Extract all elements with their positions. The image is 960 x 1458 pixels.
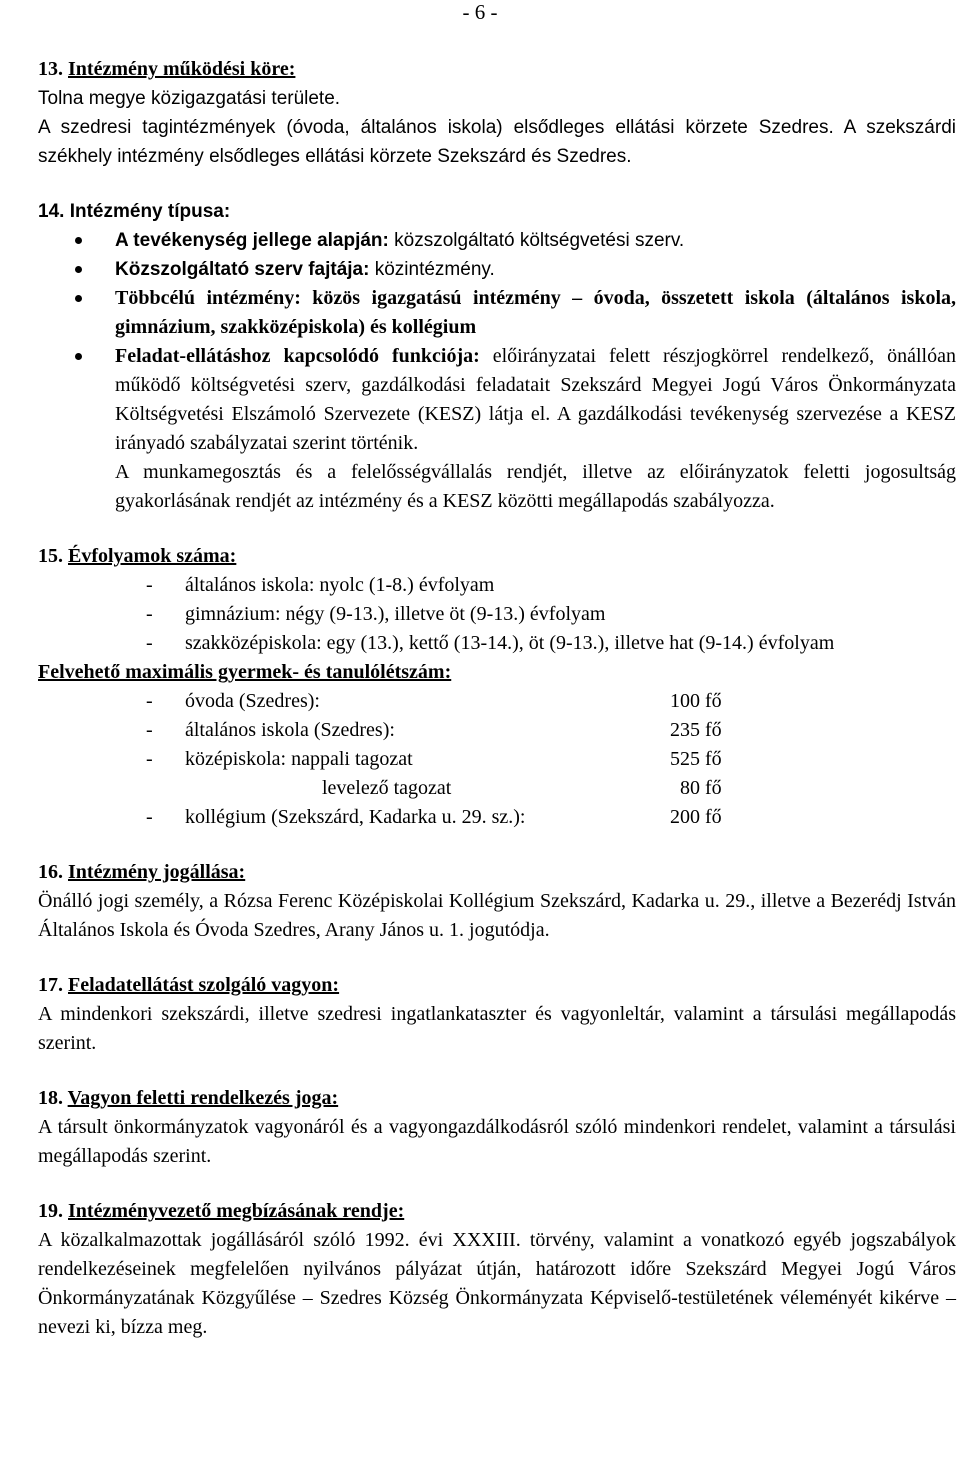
item-text: szakközépiskola: egy (13.), kettő (13-14.), öt (9-13.), illetve hat (9-14.) évfolyam xyxy=(185,632,835,654)
capacity-value: 80 fő xyxy=(680,777,722,799)
capacity-value: 235 fő xyxy=(670,719,722,741)
dash: - xyxy=(146,603,153,625)
dash: - xyxy=(146,632,153,654)
page-number: - 6 - xyxy=(462,0,498,24)
capacity-value: 200 fő xyxy=(670,806,722,828)
capacity-title: Felvehető maximális gyermek- és tanulólétszám: xyxy=(38,661,452,683)
dash: - xyxy=(146,690,153,712)
capacity-row xyxy=(38,687,956,716)
capacity-value: 100 fő xyxy=(670,690,722,712)
section-14 xyxy=(38,197,956,516)
subheading xyxy=(38,658,956,687)
bullet-list xyxy=(38,226,956,516)
capacity-label: kollégium (Szekszárd, Kadarka u. 29. sz.): xyxy=(185,806,526,828)
capacity-label: levelező tagozat xyxy=(322,777,452,799)
capacity-list xyxy=(38,687,956,832)
section-heading xyxy=(38,1084,956,1113)
list-item xyxy=(38,571,956,600)
section-number: 16. xyxy=(38,861,63,883)
dash: - xyxy=(146,719,153,741)
list-item xyxy=(38,629,956,658)
section-title: Feladatellátást szolgáló vagyon: xyxy=(68,974,340,996)
section-number: 14. xyxy=(38,201,65,222)
paragraph: A mindenkori szekszárdi, illetve szedresi ingatlankataszter és vagyonleltár, valamint a társulási megállapodás szerint. xyxy=(38,1003,956,1054)
item-text: előirányzatai felett részjogkörrel rendelkező, önállóan működő költségvetési szerv, gazdálkodási feladatait Szekszárd Megyei Jogú Város Önkormányzata Költségvetési Elszámoló Szervezete (KESZ) látja el. A gazdálkodási tevékenység szervezése a KESZ irányadó szabályzatai szerint történik. xyxy=(115,345,956,454)
item-label: A tevékenység jellege alapján: xyxy=(115,230,389,251)
section-19 xyxy=(38,1197,956,1342)
item-label: Feladat-ellátáshoz kapcsolódó funkciója: xyxy=(115,345,480,367)
capacity-label: középiskola: nappali tagozat xyxy=(185,748,413,770)
capacity-value: 525 fő xyxy=(670,748,722,770)
paragraph: A szedresi tagintézmények (óvoda, általános iskola) elsődleges ellátási körzete Szedres. A szekszárdi székhely intézmény elsődleges ellátási körzete Szekszárd és Szedres. xyxy=(38,117,956,167)
section-number: 15. xyxy=(38,545,63,567)
capacity-row xyxy=(38,745,956,774)
section-heading xyxy=(38,197,956,226)
grade-list xyxy=(38,571,956,658)
paragraph: Önálló jogi személy, a Rózsa Ferenc Középiskolai Kollégium Szekszárd, Kadarka u. 29., illetve a Bezerédj István Általános Iskola és Óvoda Szedres, Arany János u. 1. jogutódja. xyxy=(38,890,956,941)
section-title: Intézményvezető megbízásának rendje: xyxy=(68,1200,405,1222)
section-17 xyxy=(38,971,956,1058)
dash: - xyxy=(146,574,153,596)
section-number: 17. xyxy=(38,974,63,996)
section-heading xyxy=(38,1197,956,1226)
list-item xyxy=(115,284,956,342)
paragraph: A munkamegosztás és a felelősségvállalás rendjét, illetve az előirányzatok feletti jogosultság gyakorlásának rendjét az intézmény és a KESZ közötti megállapodás szabályozza. xyxy=(115,461,956,512)
section-title: Vagyon feletti rendelkezés joga: xyxy=(67,1087,339,1109)
capacity-row xyxy=(38,803,956,832)
paragraph: Tolna megye közigazgatási területe. xyxy=(38,88,341,109)
section-16 xyxy=(38,858,956,945)
list-item xyxy=(115,226,956,255)
item-label: Többcélú intézmény: közös igazgatású intézmény – óvoda, összetett iskola (általános iskola, gimnázium, szakközépiskola) és kollégium xyxy=(115,287,956,338)
item-text: közszolgáltató költségvetési szerv. xyxy=(394,230,685,251)
section-number: 19. xyxy=(38,1200,63,1222)
section-title: Évfolyamok száma: xyxy=(68,545,237,567)
item-label: Közszolgáltató szerv fajtája: xyxy=(115,259,370,280)
list-item xyxy=(115,255,956,284)
capacity-label: óvoda (Szedres): xyxy=(185,690,320,712)
section-heading xyxy=(38,971,956,1000)
section-number: 18. xyxy=(38,1087,63,1109)
capacity-row xyxy=(38,774,956,803)
section-title: Intézmény jogállása: xyxy=(68,861,246,883)
section-13 xyxy=(38,55,956,171)
item-text: közintézmény. xyxy=(374,259,495,280)
document-body xyxy=(38,55,956,1342)
paragraph: A társult önkormányzatok vagyonáról és a vagyongazdálkodásról szóló mindenkori rendelet, valamint a társulási megállapodás szerint. xyxy=(38,1116,956,1167)
dash: - xyxy=(146,748,153,770)
section-15 xyxy=(38,542,956,832)
list-item xyxy=(115,342,956,516)
item-text: általános iskola: nyolc (1-8.) évfolyam xyxy=(185,574,495,596)
section-heading xyxy=(38,55,956,84)
paragraph: A közalkalmazottak jogállásáról szóló 1992. évi XXXIII. törvény, valamint a vonatkozó egyéb jogszabályok rendelkezéseinek megfelelően nyilvános pályázat útján, határozott időre Szekszárd Megyei Jogú Város Önkormányzatának Közgyűlése – Szedres Község Önkormányzata Képviselő-testületének véleményét kikérve – nevezi ki, bízza meg. xyxy=(38,1229,956,1338)
capacity-label: általános iskola (Szedres): xyxy=(185,719,395,741)
section-title: Intézmény működési köre: xyxy=(68,58,296,80)
dash: - xyxy=(146,806,153,828)
item-text: gimnázium: négy (9-13.), illetve öt (9-13.) évfolyam xyxy=(185,603,606,625)
section-heading xyxy=(38,858,956,887)
capacity-row xyxy=(38,716,956,745)
section-18 xyxy=(38,1084,956,1171)
section-number: 13. xyxy=(38,58,63,80)
section-heading xyxy=(38,542,956,571)
section-title: Intézmény típusa: xyxy=(69,201,231,222)
list-item xyxy=(38,600,956,629)
